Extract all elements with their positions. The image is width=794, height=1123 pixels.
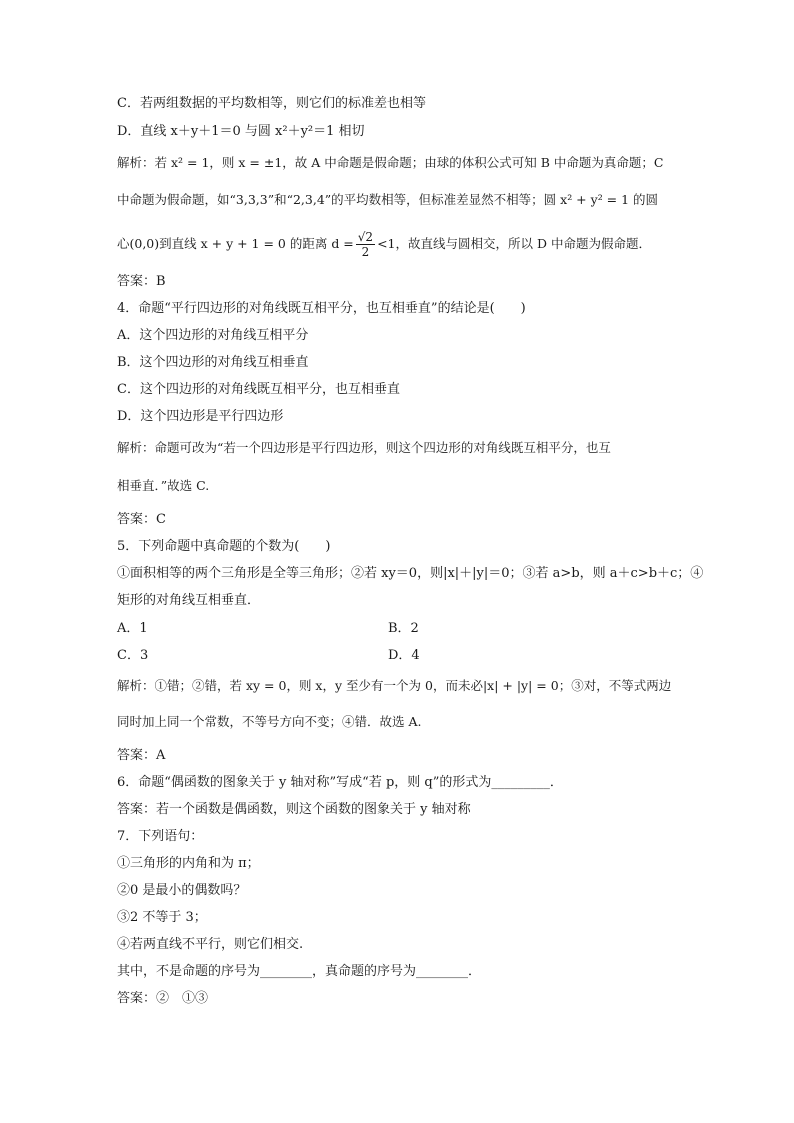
q5-analysis-line-1: 解析：①错；②错，若 xy = 0，则 x，y 至少有一个为 0，而未必|x| + |y| = 0；③对，不等式两边 — [117, 678, 672, 693]
q4-option-b: B．这个四边形的对角线互相垂直 — [117, 355, 309, 370]
answer-4: 答案：C — [117, 512, 166, 527]
fraction-denominator: 2 — [361, 245, 370, 259]
q7-statement-3: ③2 不等于 3； — [117, 910, 207, 925]
q5-option-d: D．4 — [388, 648, 420, 663]
analysis-line-3-end: <1，故直线与圆相交，所以 D 中命题为假命题． — [377, 236, 651, 251]
answer-3: 答案：B — [117, 274, 166, 289]
q7-statement-1: ①三角形的内角和为 π； — [117, 856, 260, 871]
analysis-line-2: 中命题为假命题，如“3,3,3”和“2,3,4”的平均数相等，但标准差显然不相等；圆 x² + y² = 1 的圆 — [117, 192, 659, 207]
q5-option-c: C．3 — [117, 648, 149, 663]
q7-statement-2: ②0 是最小的偶数吗？ — [117, 883, 247, 898]
q5-option-a: A．1 — [117, 621, 148, 636]
q4-option-a: A．这个四边形的对角线互相平分 — [117, 328, 309, 343]
option-c-text: C．若两组数据的平均数相等，则它们的标准差也相等 — [117, 96, 426, 111]
q4-option-d: D．这个四边形是平行四边形 — [117, 409, 284, 424]
analysis-line-3-start: 心(0,0)到直线 x + y + 1 = 0 的距离 d = — [117, 236, 354, 251]
question-5: 5．下列命题中真命题的个数为( ) — [117, 539, 331, 554]
answer-6: 答案：若一个函数是偶函数，则这个函数的图象关于 y 轴对称 — [117, 802, 471, 817]
q7-statement-4: ④若两直线不平行，则它们相交. — [117, 937, 304, 952]
analysis-line-3 — [117, 230, 651, 259]
q4-analysis-line-2: 相垂直．”故选 C. — [117, 478, 210, 493]
distance-fraction — [356, 230, 375, 259]
q4-analysis-line-1: 解析：命题可改为“若一个四边形是平行四边形，则这个四边形的对角线既互相平分，也互 — [117, 440, 611, 455]
q7-prompt: 其中，不是命题的序号为________，真命题的序号为________． — [117, 964, 482, 979]
q4-option-c: C．这个四边形的对角线既互相平分，也互相垂直 — [117, 382, 400, 397]
option-d-text: D．直线 x＋y＋1＝0 与圆 x²＋y²＝1 相切 — [117, 124, 365, 139]
q5-analysis-line-2: 同时加上同一个常数，不等号方向不变；④错．故选 A. — [117, 714, 422, 729]
answer-5: 答案：A — [117, 748, 166, 763]
analysis-line-1: 解析：若 x² = 1，则 x = ±1，故 A 中命题是假命题；由球的体积公式可知 B 中命题为真命题；C — [117, 155, 664, 170]
question-4: 4．命题“平行四边形的对角线既互相平分，也互相垂直”的结论是( ) — [117, 301, 526, 316]
q5-statements-line-2: 矩形的对角线互相垂直． — [117, 593, 261, 608]
q5-statements-line-1: ①面积相等的两个三角形是全等三角形；②若 xy＝0，则|x|＋|y|＝0；③若 a>b，则 a＋c>b＋c；④ — [117, 566, 704, 581]
question-7: 7．下列语句： — [117, 829, 204, 844]
answer-7: 答案：② ①③ — [117, 991, 209, 1006]
q5-option-b: B．2 — [388, 621, 419, 636]
fraction-numerator: √2 — [357, 230, 374, 244]
question-6: 6．命题“偶函数的图象关于 y 轴对称”写成“若 p，则 q”的形式为_________． — [117, 775, 563, 790]
